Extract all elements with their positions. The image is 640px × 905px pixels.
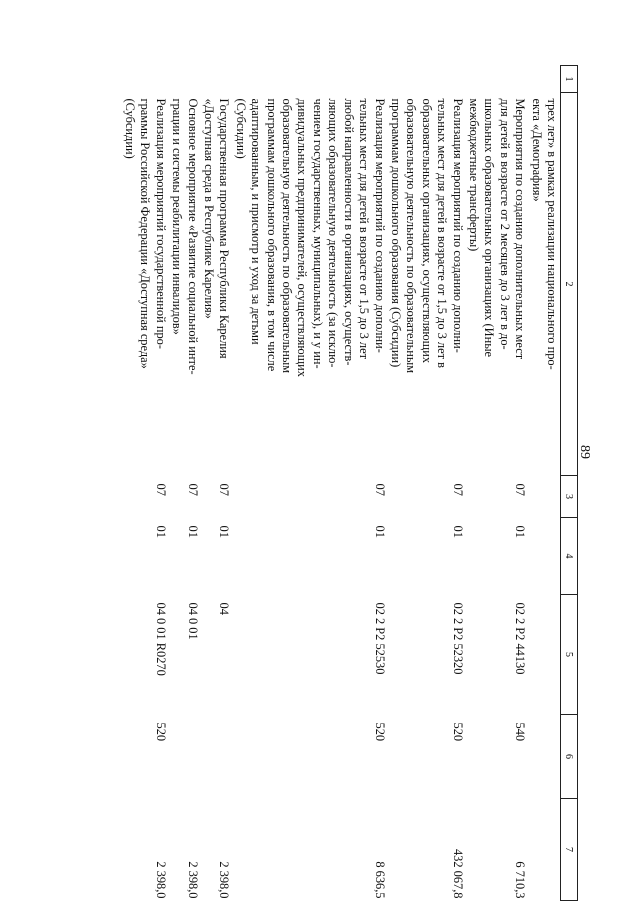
row-number-cell bbox=[388, 66, 466, 93]
item-name: Мероприятия по созданию дополнительных мест для детей в возрасте от 2 месяцев до 3 лет в до- школьных образовательных организациях (Иные межбюджетные трансферты) bbox=[466, 98, 528, 360]
subsection-code bbox=[528, 518, 560, 595]
target-article-code bbox=[528, 595, 560, 715]
section-code: 07 bbox=[217, 483, 232, 496]
table-row bbox=[201, 66, 233, 901]
section-code: 07 bbox=[450, 483, 465, 496]
row-number-cell bbox=[201, 66, 233, 93]
rotated-table-area bbox=[73, 65, 578, 900]
row-number-cell bbox=[122, 66, 169, 93]
table-row bbox=[388, 66, 466, 901]
table-row bbox=[466, 66, 529, 901]
subsection-code: 01 bbox=[217, 525, 232, 538]
subsection-code: 01 bbox=[513, 525, 528, 538]
row-number-cell bbox=[466, 66, 529, 93]
section-code bbox=[528, 476, 560, 518]
amount-value: 2 398,0 bbox=[217, 861, 232, 899]
amount-value: 432 067,8 bbox=[450, 848, 465, 899]
amount-value: 8 636,5 bbox=[372, 861, 387, 899]
expense-type-code: 520 bbox=[153, 722, 168, 742]
subsection-code: 01 bbox=[153, 525, 168, 538]
subsection-code: 01 bbox=[450, 525, 465, 538]
expense-type-code: 520 bbox=[372, 722, 387, 742]
table-row bbox=[122, 66, 169, 901]
amount-value: 2 398,0 bbox=[185, 861, 200, 899]
target-article-code: 02 2 P2 52320 bbox=[450, 602, 465, 675]
header-row bbox=[561, 66, 578, 901]
expense-type-code bbox=[201, 715, 233, 799]
column-header: 3 bbox=[561, 476, 578, 518]
column-header: 4 bbox=[561, 518, 578, 595]
item-name: Реализация мероприятий по созданию дополни- тельных мест для детей в возрасте от 1,5 до 3 лет любой направленности в организациях, осуществ- ляющих образовательную деятельность (за исклю- чением государственных, муниципальных), и у ин- дивидуальных предпринимателей, осуществляющих образовательную деятельность по образовательным программам дошкольного образования, в том числе адаптированным, и присмотр и уход за детьми (Субсидии) bbox=[233, 98, 387, 377]
target-article-code: 02 2 P2 44130 bbox=[513, 602, 528, 675]
column-header: 6 bbox=[561, 715, 578, 799]
section-code: 07 bbox=[185, 483, 200, 496]
expense-type-code: 540 bbox=[513, 722, 528, 742]
column-header: 5 bbox=[561, 595, 578, 715]
expense-type-code: 520 bbox=[450, 722, 465, 742]
target-article-code: 04 bbox=[217, 602, 232, 615]
item-name: Государственная программа Республики Карелия «Доступная среда в Республике Карелия» bbox=[202, 98, 232, 359]
subsection-code: 01 bbox=[185, 525, 200, 538]
expense-type-code bbox=[528, 715, 560, 799]
target-article-code: 02 2 P2 52530 bbox=[372, 602, 387, 675]
subsection-code: 01 bbox=[372, 525, 387, 538]
column-header: 1 bbox=[561, 66, 578, 93]
item-name: Реализация мероприятий по созданию дополни- тельных мест для детей в возрасте от 1,5 до 3 лет в образовательных организациях, осуществляющих образовательную деятельность по образовательным программам дошкольного образования (Субсидии) bbox=[388, 98, 465, 374]
target-article-code: 04 0 01 bbox=[185, 602, 200, 640]
table-row bbox=[528, 66, 560, 901]
amount-value bbox=[528, 799, 560, 901]
row-number-cell bbox=[232, 66, 387, 93]
page-number: 89 bbox=[577, 445, 592, 459]
expense-type-code bbox=[169, 715, 201, 799]
item-name: трех лет» в рамках реализации национального про- екта «Демография» bbox=[529, 98, 559, 370]
table-row bbox=[232, 66, 387, 901]
section-code: 07 bbox=[372, 483, 387, 496]
row-number-cell bbox=[528, 66, 560, 93]
section-code: 07 bbox=[513, 483, 528, 496]
amount-value: 2 398,0 bbox=[153, 861, 168, 899]
target-article-code: 04 0 01 R0270 bbox=[153, 602, 168, 676]
column-header: 2 bbox=[561, 93, 578, 476]
item-name: Реализация мероприятий государственной про- граммы Российской Федерации «Доступная среда» (Субсидии) bbox=[123, 98, 168, 369]
row-number-cell bbox=[169, 66, 201, 93]
amount-value: 6 710,3 bbox=[513, 861, 528, 899]
budget-table bbox=[122, 65, 578, 901]
item-name: Основное мероприятие «Развитие социальной инте- грации и системы реабилитации инвалидов» bbox=[170, 98, 200, 375]
section-code: 07 bbox=[153, 483, 168, 496]
column-header: 7 bbox=[561, 799, 578, 901]
table-row bbox=[169, 66, 201, 901]
